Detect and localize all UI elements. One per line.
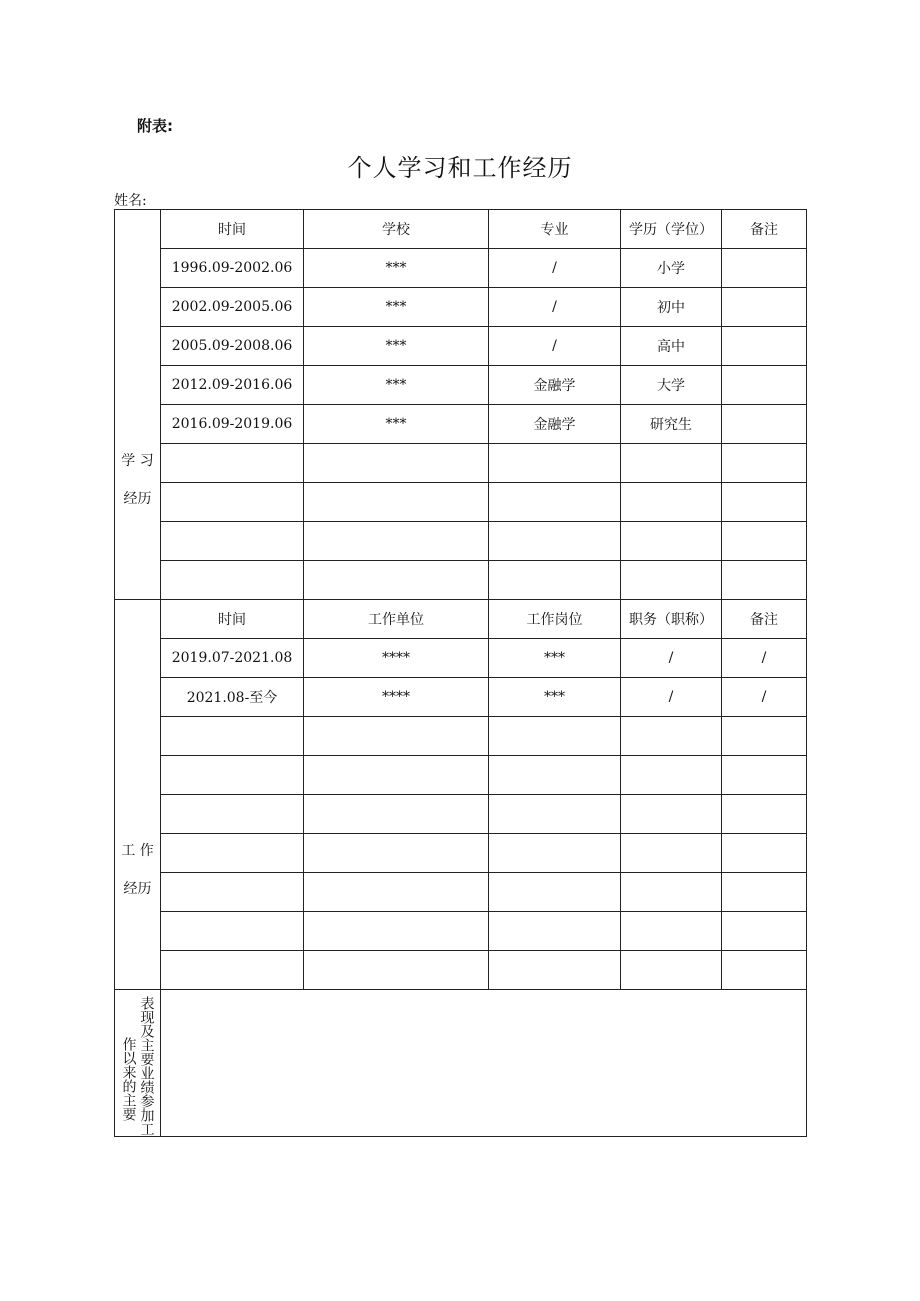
study-time[interactable]: 2002.09-2005.06 xyxy=(161,288,304,327)
study-note[interactable] xyxy=(722,288,807,327)
work-col-title: 职务（职称） xyxy=(621,600,722,639)
empty-cell[interactable] xyxy=(489,795,621,834)
study-empty-row xyxy=(115,561,807,600)
empty-cell[interactable] xyxy=(722,483,807,522)
study-major[interactable]: 金融学 xyxy=(489,405,621,444)
work-title[interactable]: / xyxy=(621,678,722,717)
empty-cell[interactable] xyxy=(621,522,722,561)
empty-cell[interactable] xyxy=(304,795,489,834)
work-post[interactable]: *** xyxy=(489,678,621,717)
study-major[interactable]: 金融学 xyxy=(489,366,621,405)
empty-cell[interactable] xyxy=(161,795,304,834)
empty-cell[interactable] xyxy=(161,717,304,756)
empty-cell[interactable] xyxy=(722,522,807,561)
performance-label-col1: 表现及主要业绩参加工 xyxy=(138,996,155,1136)
attachment-label: 附表: xyxy=(137,117,173,135)
study-row xyxy=(115,249,807,288)
empty-cell[interactable] xyxy=(722,873,807,912)
study-col-degree: 学历（学位） xyxy=(621,210,722,249)
empty-cell[interactable] xyxy=(304,561,489,600)
work-label-line2: 经历 xyxy=(123,880,152,897)
study-time[interactable]: 2005.09-2008.06 xyxy=(161,327,304,366)
empty-cell[interactable] xyxy=(161,912,304,951)
empty-cell[interactable] xyxy=(722,912,807,951)
study-school[interactable]: *** xyxy=(304,327,489,366)
study-empty-row xyxy=(115,444,807,483)
study-time[interactable]: 1996.09-2002.06 xyxy=(161,249,304,288)
work-empty-row xyxy=(115,951,807,990)
study-major[interactable]: / xyxy=(489,249,621,288)
performance-label-col2: 作以来的主要 xyxy=(120,1037,137,1121)
empty-cell[interactable] xyxy=(621,483,722,522)
empty-cell[interactable] xyxy=(621,795,722,834)
empty-cell[interactable] xyxy=(489,561,621,600)
study-time[interactable]: 2012.09-2016.06 xyxy=(161,366,304,405)
experience-form-table xyxy=(114,209,807,1137)
study-row xyxy=(115,366,807,405)
empty-cell[interactable] xyxy=(161,873,304,912)
study-degree[interactable]: 小学 xyxy=(621,249,722,288)
study-label-line2: 经历 xyxy=(123,490,152,507)
study-school[interactable]: *** xyxy=(304,366,489,405)
performance-label xyxy=(115,990,161,1137)
empty-cell[interactable] xyxy=(304,912,489,951)
empty-cell[interactable] xyxy=(621,717,722,756)
page-title: 个人学习和工作经历 xyxy=(347,154,573,182)
empty-cell[interactable] xyxy=(621,834,722,873)
empty-cell[interactable] xyxy=(621,951,722,990)
empty-cell[interactable] xyxy=(304,756,489,795)
work-time[interactable]: 2021.08-至今 xyxy=(161,678,304,717)
empty-cell[interactable] xyxy=(722,951,807,990)
work-unit[interactable]: **** xyxy=(304,639,489,678)
study-time[interactable]: 2016.09-2019.06 xyxy=(161,405,304,444)
study-col-major: 专业 xyxy=(489,210,621,249)
study-school[interactable]: *** xyxy=(304,405,489,444)
study-row xyxy=(115,327,807,366)
empty-cell[interactable] xyxy=(489,522,621,561)
work-row xyxy=(115,678,807,717)
empty-cell[interactable] xyxy=(161,756,304,795)
study-note[interactable] xyxy=(722,327,807,366)
study-school[interactable]: *** xyxy=(304,249,489,288)
work-empty-row xyxy=(115,912,807,951)
work-col-post: 工作岗位 xyxy=(489,600,621,639)
study-empty-row xyxy=(115,522,807,561)
performance-content[interactable] xyxy=(161,990,807,1137)
empty-cell[interactable] xyxy=(722,756,807,795)
empty-cell[interactable] xyxy=(489,444,621,483)
work-col-unit: 工作单位 xyxy=(304,600,489,639)
work-title[interactable]: / xyxy=(621,639,722,678)
empty-cell[interactable] xyxy=(161,561,304,600)
study-major[interactable]: / xyxy=(489,288,621,327)
empty-cell[interactable] xyxy=(161,834,304,873)
empty-cell[interactable] xyxy=(161,522,304,561)
study-label-line1: 学 习 xyxy=(121,452,154,469)
empty-cell[interactable] xyxy=(304,951,489,990)
empty-cell[interactable] xyxy=(722,717,807,756)
empty-cell[interactable] xyxy=(161,951,304,990)
empty-cell[interactable] xyxy=(621,444,722,483)
empty-cell[interactable] xyxy=(489,912,621,951)
work-empty-row xyxy=(115,717,807,756)
study-degree[interactable]: 研究生 xyxy=(621,405,722,444)
work-empty-row xyxy=(115,795,807,834)
work-section-label xyxy=(115,600,161,990)
study-degree[interactable]: 初中 xyxy=(621,288,722,327)
study-header-row xyxy=(115,210,807,249)
empty-cell[interactable] xyxy=(161,444,304,483)
study-row xyxy=(115,405,807,444)
empty-cell[interactable] xyxy=(304,483,489,522)
empty-cell[interactable] xyxy=(489,873,621,912)
name-label: 姓名: xyxy=(114,193,147,209)
work-time[interactable]: 2019.07-2021.08 xyxy=(161,639,304,678)
work-label-line1: 工 作 xyxy=(121,842,154,859)
work-empty-row xyxy=(115,756,807,795)
empty-cell[interactable] xyxy=(621,756,722,795)
study-row xyxy=(115,288,807,327)
work-row xyxy=(115,639,807,678)
work-col-note: 备注 xyxy=(722,600,807,639)
study-col-note: 备注 xyxy=(722,210,807,249)
empty-cell[interactable] xyxy=(489,483,621,522)
performance-row xyxy=(115,990,807,1137)
empty-cell[interactable] xyxy=(304,522,489,561)
empty-cell[interactable] xyxy=(722,795,807,834)
study-degree[interactable]: 高中 xyxy=(621,327,722,366)
empty-cell[interactable] xyxy=(722,561,807,600)
empty-cell[interactable] xyxy=(722,444,807,483)
work-header-row xyxy=(115,600,807,639)
empty-cell[interactable] xyxy=(489,951,621,990)
empty-cell[interactable] xyxy=(621,912,722,951)
study-note[interactable] xyxy=(722,405,807,444)
work-note[interactable]: / xyxy=(722,678,807,717)
empty-cell[interactable] xyxy=(304,873,489,912)
study-major[interactable]: / xyxy=(489,327,621,366)
study-col-school: 学校 xyxy=(304,210,489,249)
empty-cell[interactable] xyxy=(304,834,489,873)
empty-cell[interactable] xyxy=(489,717,621,756)
study-degree[interactable]: 大学 xyxy=(621,366,722,405)
empty-cell[interactable] xyxy=(621,561,722,600)
work-unit[interactable]: **** xyxy=(304,678,489,717)
study-note[interactable] xyxy=(722,249,807,288)
empty-cell[interactable] xyxy=(161,483,304,522)
work-col-time: 时间 xyxy=(161,600,304,639)
study-note[interactable] xyxy=(722,366,807,405)
empty-cell[interactable] xyxy=(621,873,722,912)
study-col-time: 时间 xyxy=(161,210,304,249)
empty-cell[interactable] xyxy=(304,444,489,483)
study-section-label xyxy=(115,210,161,600)
work-note[interactable]: / xyxy=(722,639,807,678)
study-school[interactable]: *** xyxy=(304,288,489,327)
study-empty-row xyxy=(115,483,807,522)
empty-cell[interactable] xyxy=(722,834,807,873)
empty-cell[interactable] xyxy=(489,834,621,873)
work-post[interactable]: *** xyxy=(489,639,621,678)
empty-cell[interactable] xyxy=(304,717,489,756)
work-empty-row xyxy=(115,834,807,873)
empty-cell[interactable] xyxy=(489,756,621,795)
work-empty-row xyxy=(115,873,807,912)
